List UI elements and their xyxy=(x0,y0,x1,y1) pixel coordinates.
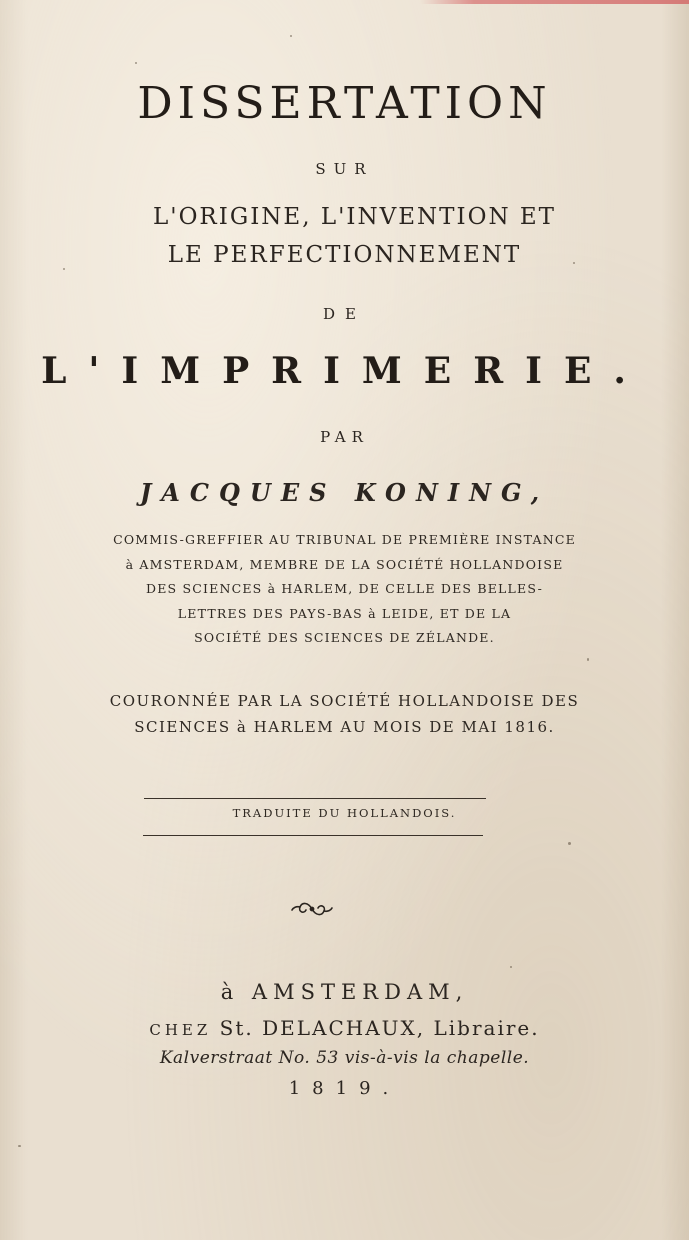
publisher-prefix: CHEZ xyxy=(149,1021,212,1039)
paper-speck xyxy=(573,262,575,264)
top-rule-divider xyxy=(144,798,486,799)
imprint-publisher xyxy=(0,1016,689,1040)
paper-speck xyxy=(587,658,589,661)
imprint-address: Kalverstraat No. 53 vis-à-vis la chapelle. xyxy=(159,1048,530,1068)
imprint-year: 1819. xyxy=(288,1078,401,1099)
publisher-role: Libraire. xyxy=(433,1016,540,1040)
award-statement xyxy=(60,688,629,740)
subject-title: L'IMPRIMERIE. xyxy=(41,350,648,392)
qualification-line: à AMSTERDAM, MEMBRE DE LA SOCIÉTÉ HOLLANDOISE xyxy=(125,556,564,572)
author-name: JACQUES KONING, xyxy=(139,478,550,507)
paper-speck xyxy=(18,1145,21,1147)
paper-speck xyxy=(290,35,292,37)
subtitle-line-1: L'ORIGINE, L'INVENTION ET xyxy=(152,204,557,230)
book-title: DISSERTATION xyxy=(137,78,552,129)
paper-speck xyxy=(510,966,512,968)
connector-par: PAR xyxy=(320,428,369,446)
connector-de: DE xyxy=(323,305,366,323)
author-qualifications xyxy=(70,528,619,651)
bottom-rule-divider xyxy=(143,835,483,836)
qualification-line: SOCIÉTÉ DES SCIENCES DE ZÉLANDE. xyxy=(194,630,495,645)
paper-speck xyxy=(568,842,571,845)
connector-sur: SUR xyxy=(315,160,374,178)
red-page-edge xyxy=(420,0,689,4)
paper-speck xyxy=(135,62,137,64)
qualification-line: DES SCIENCES à HARLEM, DE CELLE DES BELLES- xyxy=(145,581,544,596)
paper-speck xyxy=(63,268,65,270)
translation-note: TRADUITE DU HOLLANDOIS. xyxy=(232,806,457,820)
award-line: SCIENCES à HARLEM AU MOIS DE MAI 1816. xyxy=(134,718,555,736)
imprint-place: à AMSTERDAM, xyxy=(220,980,469,1004)
award-line: COURONNÉE PAR LA SOCIÉTÉ HOLLANDOISE DES xyxy=(109,692,580,710)
publisher-name: St. DELACHAUX, xyxy=(219,1016,426,1040)
subtitle-line-2: LE PERFECTIONNEMENT xyxy=(167,242,522,268)
fleuron-ornament-icon xyxy=(290,898,334,920)
qualification-line: LETTRES DES PAYS-BAS à LEIDE, ET DE LA xyxy=(177,605,512,621)
qualification-line: COMMIS-GREFFIER AU TRIBUNAL DE PREMIÈRE INSTANCE xyxy=(113,532,576,547)
